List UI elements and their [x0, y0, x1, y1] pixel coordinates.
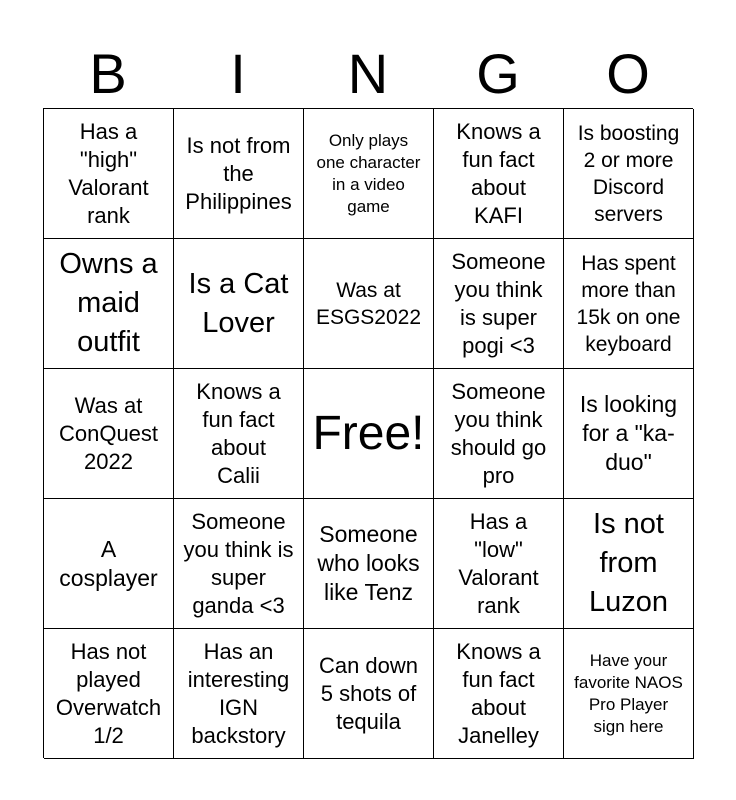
- cell-text: Someone you think is super pogi <3: [451, 248, 546, 358]
- bingo-cell[interactable]: [174, 239, 304, 369]
- bingo-cell[interactable]: [44, 499, 174, 629]
- bingo-cell free-cell[interactable]: [304, 369, 434, 499]
- cell-text: Is not from the Philippines: [185, 132, 292, 214]
- cell-text: Is a Cat Lover: [188, 267, 289, 339]
- bingo-cell[interactable]: [434, 109, 564, 239]
- cell-text: Knows a fun fact about Calii: [196, 378, 281, 488]
- cell-text: Was at ConQuest 2022: [58, 392, 159, 474]
- header-letter-i: I: [230, 42, 246, 105]
- cell-text: Has an interesting IGN backstory: [187, 638, 290, 748]
- bingo-header: [43, 40, 693, 108]
- cell-text: Only plays one character in a video game: [316, 130, 421, 216]
- free-space-text: Free!: [312, 406, 425, 460]
- bingo-cell[interactable]: [174, 369, 304, 499]
- bingo-cell[interactable]: [44, 369, 174, 499]
- cell-text: Knows a fun fact about Janelley: [456, 638, 541, 748]
- cell-text: Was at ESGS2022: [315, 278, 422, 329]
- bingo-cell[interactable]: [434, 239, 564, 369]
- bingo-cell[interactable]: [304, 499, 434, 629]
- cell-text: Is not from Luzon: [588, 508, 668, 618]
- cell-text: Someone you think is super ganda <3: [183, 508, 294, 618]
- bingo-cell[interactable]: [174, 109, 304, 239]
- bingo-cell[interactable]: [564, 629, 694, 759]
- header-letter-n: N: [347, 42, 389, 105]
- header-letter-o: O: [606, 42, 650, 105]
- bingo-cell[interactable]: [564, 369, 694, 499]
- bingo-cell[interactable]: [44, 239, 174, 369]
- bingo-cell[interactable]: [564, 499, 694, 629]
- cell-text: Has not played Overwatch 1/2: [55, 638, 162, 748]
- bingo-cell[interactable]: [564, 109, 694, 239]
- cell-text: Is boosting 2 or more Discord servers: [577, 121, 680, 226]
- cell-text: Has a "low" Valorant rank: [458, 508, 539, 618]
- cell-text: Can down 5 shots of tequila: [318, 652, 419, 734]
- cell-text: Knows a fun fact about KAFI: [456, 118, 541, 228]
- bingo-grid: [43, 108, 693, 758]
- cell-text: Owns a maid outfit: [59, 248, 158, 358]
- cell-text: A cosplayer: [59, 535, 158, 591]
- cell-text: Have your favorite NAOS Pro Player sign here: [574, 650, 683, 736]
- bingo-cell[interactable]: [44, 109, 174, 239]
- header-letter-g: G: [476, 42, 520, 105]
- cell-text: Has a "high" Valorant rank: [68, 118, 149, 228]
- cell-text: Someone who looks like Tenz: [317, 521, 420, 605]
- cell-text: Someone you think should go pro: [450, 378, 547, 488]
- bingo-cell[interactable]: [564, 239, 694, 369]
- bingo-cell[interactable]: [304, 109, 434, 239]
- bingo-cell[interactable]: [174, 499, 304, 629]
- bingo-cell[interactable]: [304, 629, 434, 759]
- header-letter-b: B: [89, 42, 127, 105]
- bingo-cell[interactable]: [434, 369, 564, 499]
- bingo-cell[interactable]: [434, 629, 564, 759]
- cell-text: Is looking for a "ka-duo": [579, 391, 678, 475]
- bingo-cell[interactable]: [44, 629, 174, 759]
- bingo-cell[interactable]: [304, 239, 434, 369]
- bingo-cell[interactable]: [434, 499, 564, 629]
- cell-text: Has spent more than 15k on one keyboard: [576, 251, 681, 356]
- bingo-cell[interactable]: [174, 629, 304, 759]
